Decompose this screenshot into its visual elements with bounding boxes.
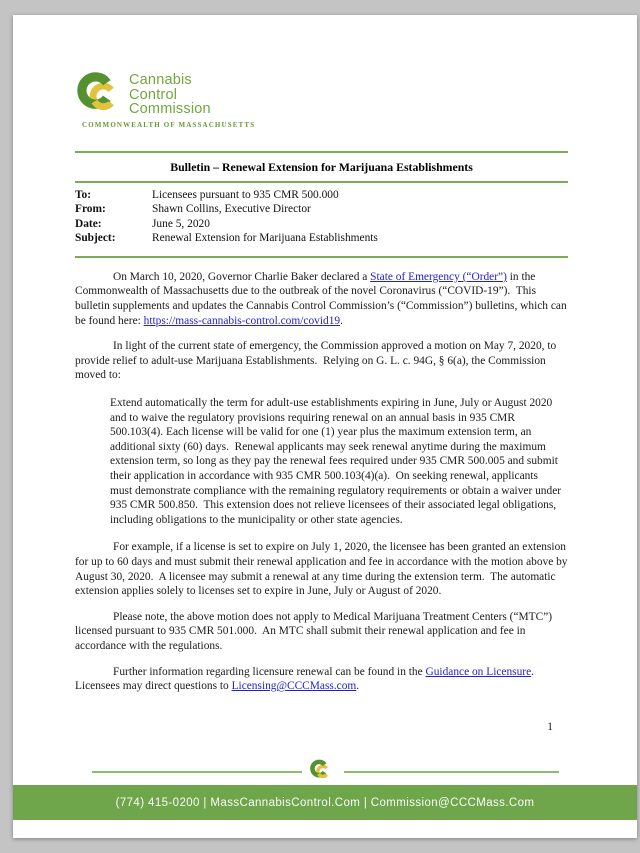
bulletin-header xyxy=(75,151,568,258)
memo-row-to xyxy=(75,188,568,203)
paragraph: Further information regarding licensure renewal can be found in the Guidance on Licensure. Licensees may direct questions to Licensing@CCCMass.com. xyxy=(75,665,540,693)
hyperlink[interactable]: https://mass-cannabis-control.com/covid19 xyxy=(143,314,341,327)
paragraph: In light of the current state of emergency, the Commission approved a motion on May 7, 2020, to provide relief to adult-use Marijuana Establishments. Relying on G. L. c. 94G, § 6(a), the Commission moved to: xyxy=(75,340,560,382)
logo-word-line: Control xyxy=(129,86,178,103)
ccc-mini-logo-icon xyxy=(310,759,331,784)
memo-label: Subject: xyxy=(75,232,116,245)
memo-row-subject xyxy=(75,231,568,246)
bulletin-title: Bulletin – Renewal Extension for Marijuana Establishments xyxy=(170,159,473,174)
page-number: 1 xyxy=(547,721,553,733)
divider-line xyxy=(92,771,302,773)
ccc-logo-row xyxy=(77,71,568,117)
horizontal-rule xyxy=(75,256,568,258)
memo-label: Date: xyxy=(75,217,102,230)
block-quote: Extend automatically the term for adult-use establishments expiring in June, July or August 2020 and to waive the regulatory provisions requiring renewal on an annual basis in 935 CMR 500.103(4). Each license will be valid for one (1) year plus the maximum extension term, an additional sixty (60) days. Renewal applicants may seek renewal anytime during the maximum extension term, so long as they pay the renewal fees required under 935 CMR 500.005 and submit their application in accordance with 935 CMR 500.103(4)(a). On seeking renewal, applicants must demonstrate compliance with the remaining regulatory requirements or obtain a waiver under 935 CMR 500.850. This extension does not relieve licensees of their associated legal obligations, including obligations to the municipality or other state agencies. xyxy=(110,397,564,526)
footer-contact-text: (774) 415-0200 | MassCannabisControl.Com | Commission@CCCMass.Com xyxy=(115,796,535,809)
memo-value: Licensees pursuant to 935 CMR 500.000 xyxy=(152,188,339,201)
ccc-logo xyxy=(77,71,568,129)
hyperlink[interactable]: Licensing@CCCMass.com xyxy=(231,680,357,693)
hyperlink[interactable]: Guidance on Licensure xyxy=(425,665,532,678)
memo-header xyxy=(75,188,568,246)
page-content xyxy=(13,15,637,694)
memo-value: June 5, 2020 xyxy=(152,217,210,230)
logo-word-line: Cannabis xyxy=(129,72,192,88)
memo-label: From: xyxy=(75,203,106,216)
memo-row-from xyxy=(75,202,568,217)
memo-row-date xyxy=(75,217,568,232)
paragraph: For example, if a license is set to expire on July 1, 2020, the licensee has been granted an extension for up to 60 days and must submit their renewal application and fee in accordance with the motion above by August 30, 2020. A licensee may submit a renewal at any time during the extension term. The automatic extension applies solely to licenses set to expire in June, July or August of 2020. xyxy=(75,541,570,598)
hyperlink[interactable]: State of Emergency (“Order”) xyxy=(370,270,507,283)
horizontal-rule xyxy=(75,181,568,183)
logo-word-line: Commission xyxy=(129,101,211,117)
divider-line xyxy=(344,771,559,773)
ccc-logo-icon xyxy=(77,71,120,112)
ccc-logo-wordmark xyxy=(129,71,211,117)
ccc-logo-tagline: COMMONWEALTH OF MASSACHUSETTS xyxy=(82,120,256,129)
paragraph: On March 10, 2020, Governor Charlie Baker declared a State of Emergency (“Order”) in the Commonwealth of Massachusetts due to the outbreak of the novel Coronavirus (“COVID-19”). This bulletin supplements and updates the Cannabis Control Commission’s (“Commission”) bulletins, which can be found here: https://mass-cannabis-control.com/covid19. xyxy=(75,270,570,327)
footer-contact-bar xyxy=(13,785,637,820)
footer-divider xyxy=(13,759,637,784)
memo-label: To: xyxy=(75,188,92,201)
document-page xyxy=(13,15,637,838)
memo-value: Renewal Extension for Marijuana Establishments xyxy=(152,232,378,245)
memo-value: Shawn Collins, Executive Director xyxy=(152,203,311,216)
paragraph: Please note, the above motion does not apply to Medical Marijuana Treatment Centers (“MTC”) licensed pursuant to 935 CMR 501.000. An MTC shall submit their renewal application and fee in accordance with the regulations. xyxy=(75,610,555,652)
document-body xyxy=(75,270,568,694)
